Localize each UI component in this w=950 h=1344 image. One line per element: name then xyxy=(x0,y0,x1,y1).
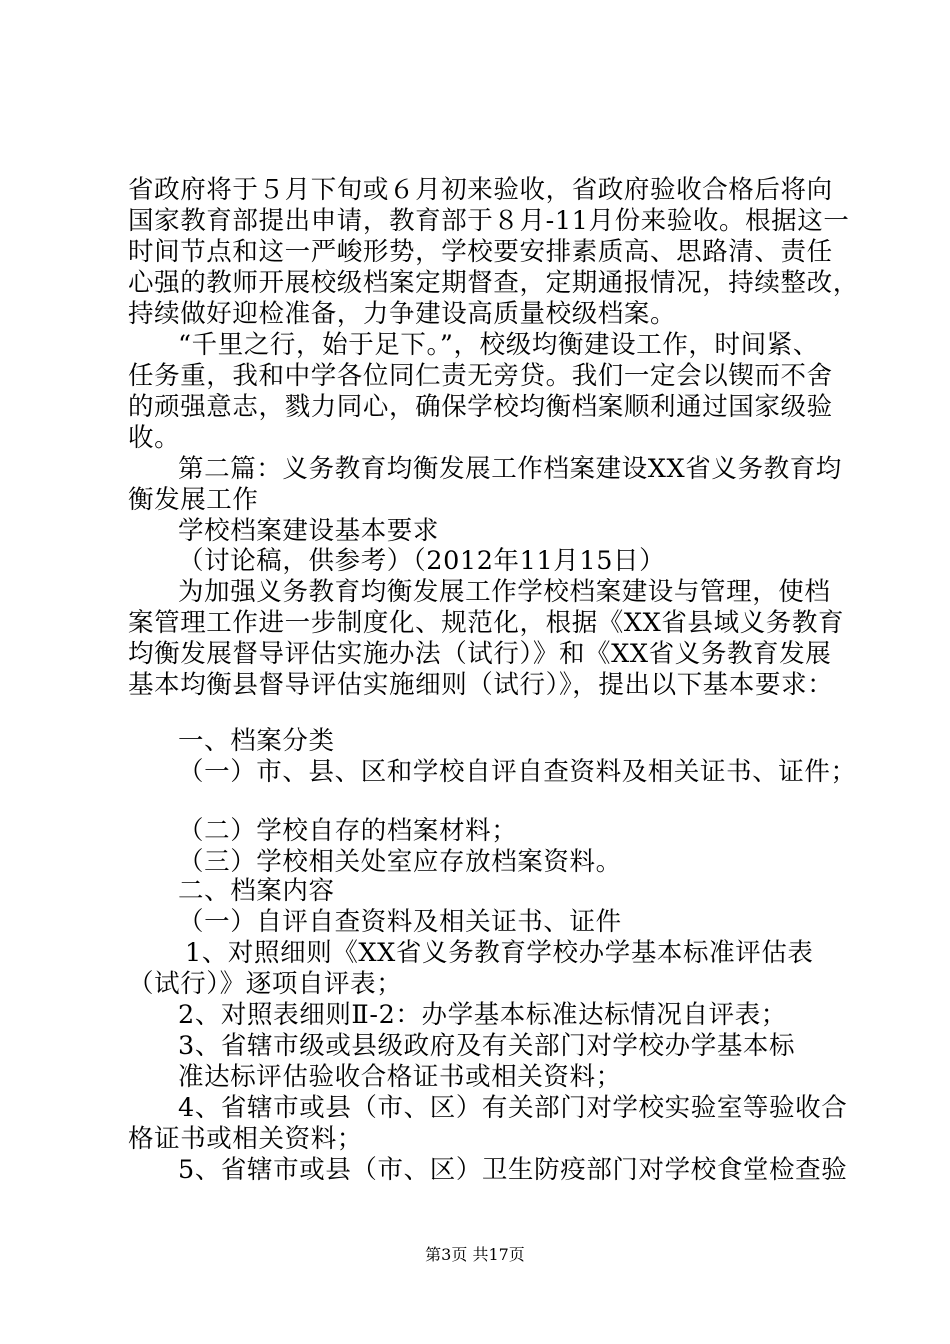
text-line: 持续做好迎检准备，力争建设高质量校级档案。 xyxy=(128,299,677,329)
list-item: 2、对照表细则Ⅱ-2：办学基本标准达标情况自评表； xyxy=(178,1000,787,1030)
list-item: 4、省辖市或县（市、区）有关部门对学校实验室等验收合 xyxy=(178,1093,848,1123)
text-line: 任务重，我和中学各位同仁责无旁贷。我们一定会以锲而不舍 xyxy=(128,361,833,391)
text-line: 准达标评估验收合格证书或相关资料； xyxy=(178,1062,622,1092)
text-line: 收。 xyxy=(128,423,181,453)
text-line: 的顽强意志，戮力同心，确保学校均衡档案顺利通过国家级验 xyxy=(128,392,833,422)
list-item: 5、省辖市或县（市、区）卫生防疫部门对学校食堂检查验 xyxy=(178,1155,848,1185)
text-line: 心强的教师开展校级档案定期督查，定期通报情况，持续整改， xyxy=(128,268,859,298)
text-line: 均衡发展督导评估实施办法（试行）》和《XX省义务教育发展 xyxy=(128,639,832,669)
text-line: 国家教育部提出申请，教育部于８月-11月份来验收。根据这一 xyxy=(128,206,850,236)
text-line: 格证书或相关资料； xyxy=(128,1124,363,1154)
section-title: 衡发展工作 xyxy=(128,485,259,515)
list-item: 1、对照细则《XX省义务教育学校办学基本标准评估表 xyxy=(185,938,814,968)
text-line: 基本均衡县督导评估实施细则（试行）》，提出以下基本要求： xyxy=(128,670,834,700)
list-item: （二）学校自存的档案材料； xyxy=(178,816,518,846)
subtitle: 学校档案建设基本要求 xyxy=(178,516,440,546)
heading: 二、档案内容 xyxy=(178,876,335,906)
text-line: “千里之行，始于足下。”，校级均衡建设工作，时间紧、 xyxy=(178,330,819,360)
text-line: （试行）》逐项自评表； xyxy=(128,969,403,999)
list-item: （一）市、县、区和学校自评自查资料及相关证书、证件； xyxy=(178,757,857,787)
list-item: （三）学校相关处室应存放档案资料。 xyxy=(178,847,622,877)
list-item: （一）自评自查资料及相关证书、证件 xyxy=(178,907,622,937)
heading: 一、档案分类 xyxy=(178,726,335,756)
subtitle-note: （讨论稿，供参考）（2012年11月15日） xyxy=(178,546,666,576)
text-line: 时间节点和这一严峻形势，学校要安排素质高、思路清、责任 xyxy=(128,237,833,267)
text-line: 为加强义务教育均衡发展工作学校档案建设与管理，使档 xyxy=(178,577,831,607)
text-line: 案管理工作进一步制度化、规范化，根据《XX省县域义务教育 xyxy=(128,608,845,638)
page-number-footer: 第3页 共17页 xyxy=(425,1245,525,1264)
section-title: 第二篇：义务教育均衡发展工作档案建设XX省义务教育均 xyxy=(178,454,842,484)
list-item: 3、省辖市级或县级政府及有关部门对学校办学基本标 xyxy=(178,1031,796,1061)
text-line: 省政府将于５月下旬或６月初来验收，省政府验收合格后将向 xyxy=(128,175,833,205)
